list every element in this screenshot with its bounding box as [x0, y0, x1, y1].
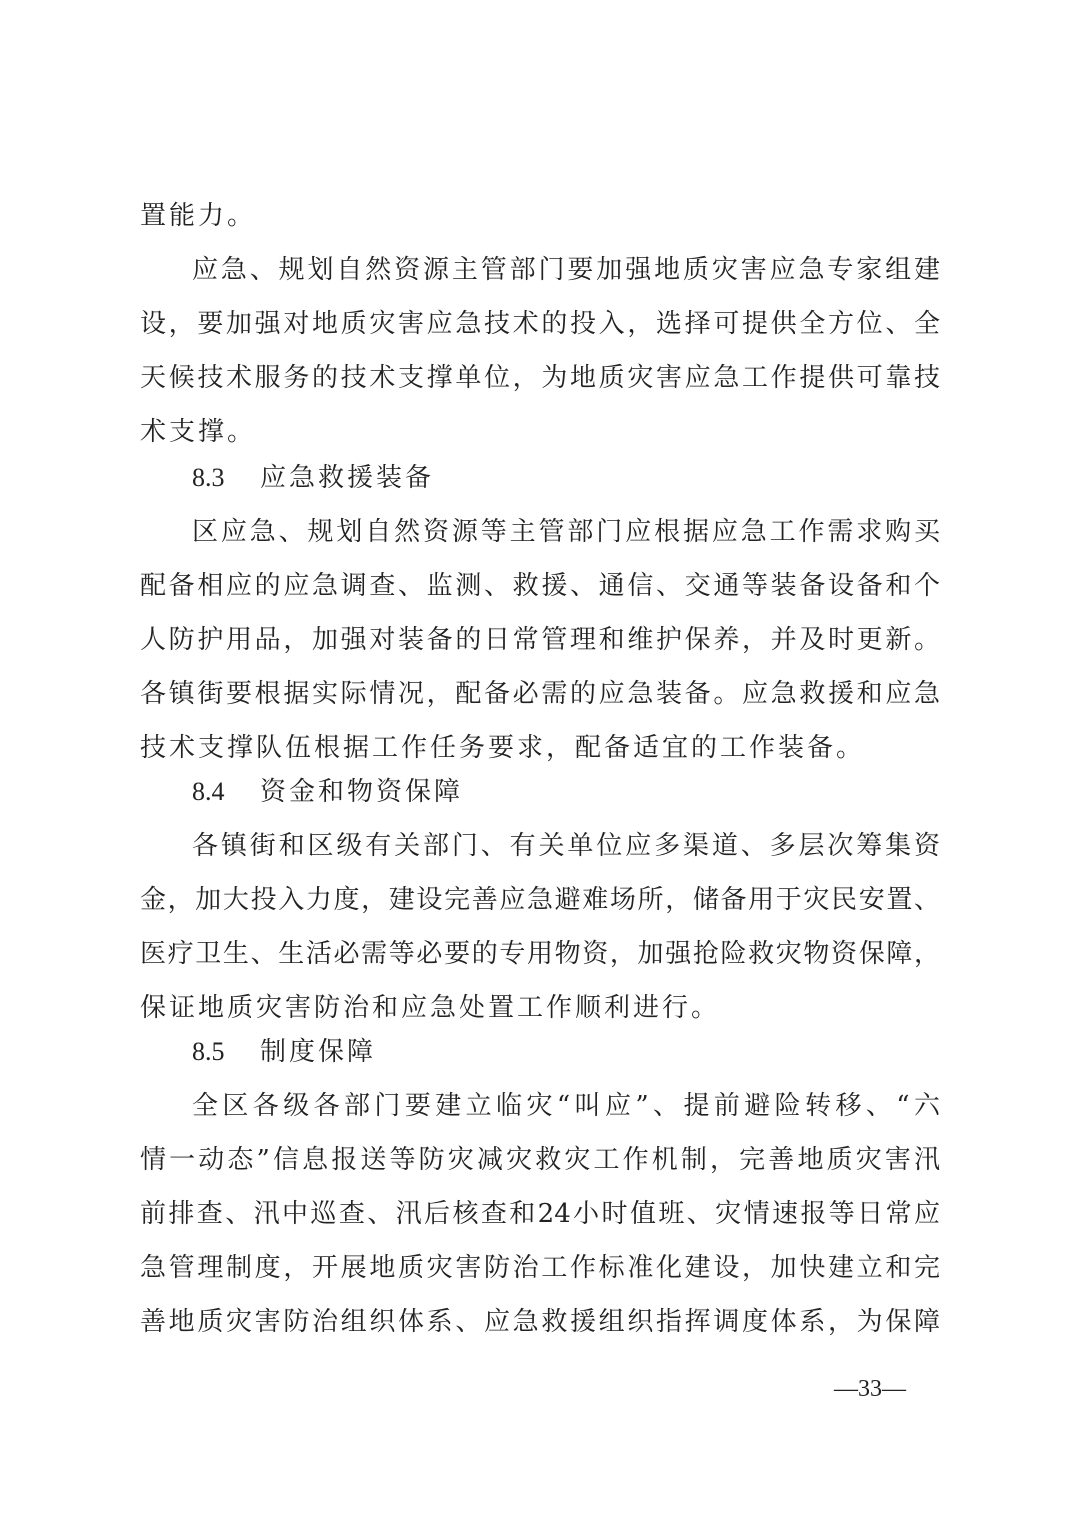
paragraph-line: 区应急、规划自然资源等主管部门应根据应急工作需求购买 — [192, 517, 940, 547]
paragraph-line: 应急、规划自然资源主管部门要加强地质灾害应急专家组建 — [192, 255, 940, 285]
paragraph-line: 配备相应的应急调查、监测、救援、通信、交通等装备设备和个 — [140, 571, 940, 601]
section-heading-8-4 — [192, 764, 463, 820]
paragraph-line: 设，要加强对地质灾害应急技术的投入，选择可提供全方位、全 — [140, 309, 940, 339]
page-number: —33— — [834, 1376, 906, 1402]
paragraph-line: 各镇街和区级有关部门、有关单位应多渠道、多层次筹集资 — [192, 831, 940, 861]
paragraph-line: 技术支撑队伍根据工作任务要求，配备适宜的工作装备。 — [140, 733, 866, 763]
section-heading-8-5 — [192, 1024, 376, 1080]
paragraph-line: 前排查、汛中巡查、汛后核查和24小时值班、灾情速报等日常应 — [140, 1199, 940, 1229]
paragraph-line: 人防护用品，加强对装备的日常管理和维护保养，并及时更新。 — [140, 625, 940, 655]
paragraph-line: 医疗卫生、生活必需等必要的专用物资，加强抢险救灾物资保障， — [140, 939, 940, 969]
paragraph-line: 急管理制度，开展地质灾害防治工作标准化建设，加快建立和完 — [140, 1253, 940, 1283]
section-heading-8-3 — [192, 450, 434, 506]
section-title: 制度保障 — [260, 1037, 377, 1067]
section-title: 应急救援装备 — [260, 463, 435, 493]
paragraph-line: 善地质灾害防治组织体系、应急救援组织指挥调度体系，为保障 — [140, 1307, 940, 1337]
section-number: 8.5 — [192, 1037, 225, 1066]
paragraph-line: 保证地质灾害防治和应急处置工作顺利进行。 — [140, 993, 721, 1023]
paragraph-line: 情一动态”信息报送等防灾减灾救灾工作机制，完善地质灾害汛 — [140, 1145, 940, 1175]
paragraph-line: 术支撑。 — [140, 417, 257, 447]
paragraph-line: 置能力。 — [140, 201, 257, 231]
paragraph-line: 全区各级各部门要建立临灾“叫应”、提前避险转移、“六 — [192, 1091, 940, 1121]
paragraph-line: 天候技术服务的技术支撑单位，为地质灾害应急工作提供可靠技 — [140, 363, 940, 393]
section-number: 8.4 — [192, 777, 225, 806]
paragraph-line: 各镇街要根据实际情况，配备必需的应急装备。应急救援和应急 — [140, 679, 940, 709]
paragraph-line: 金，加大投入力度，建设完善应急避难场所，储备用于灾民安置、 — [140, 885, 940, 915]
section-number: 8.3 — [192, 463, 225, 492]
section-title: 资金和物资保障 — [260, 777, 464, 807]
